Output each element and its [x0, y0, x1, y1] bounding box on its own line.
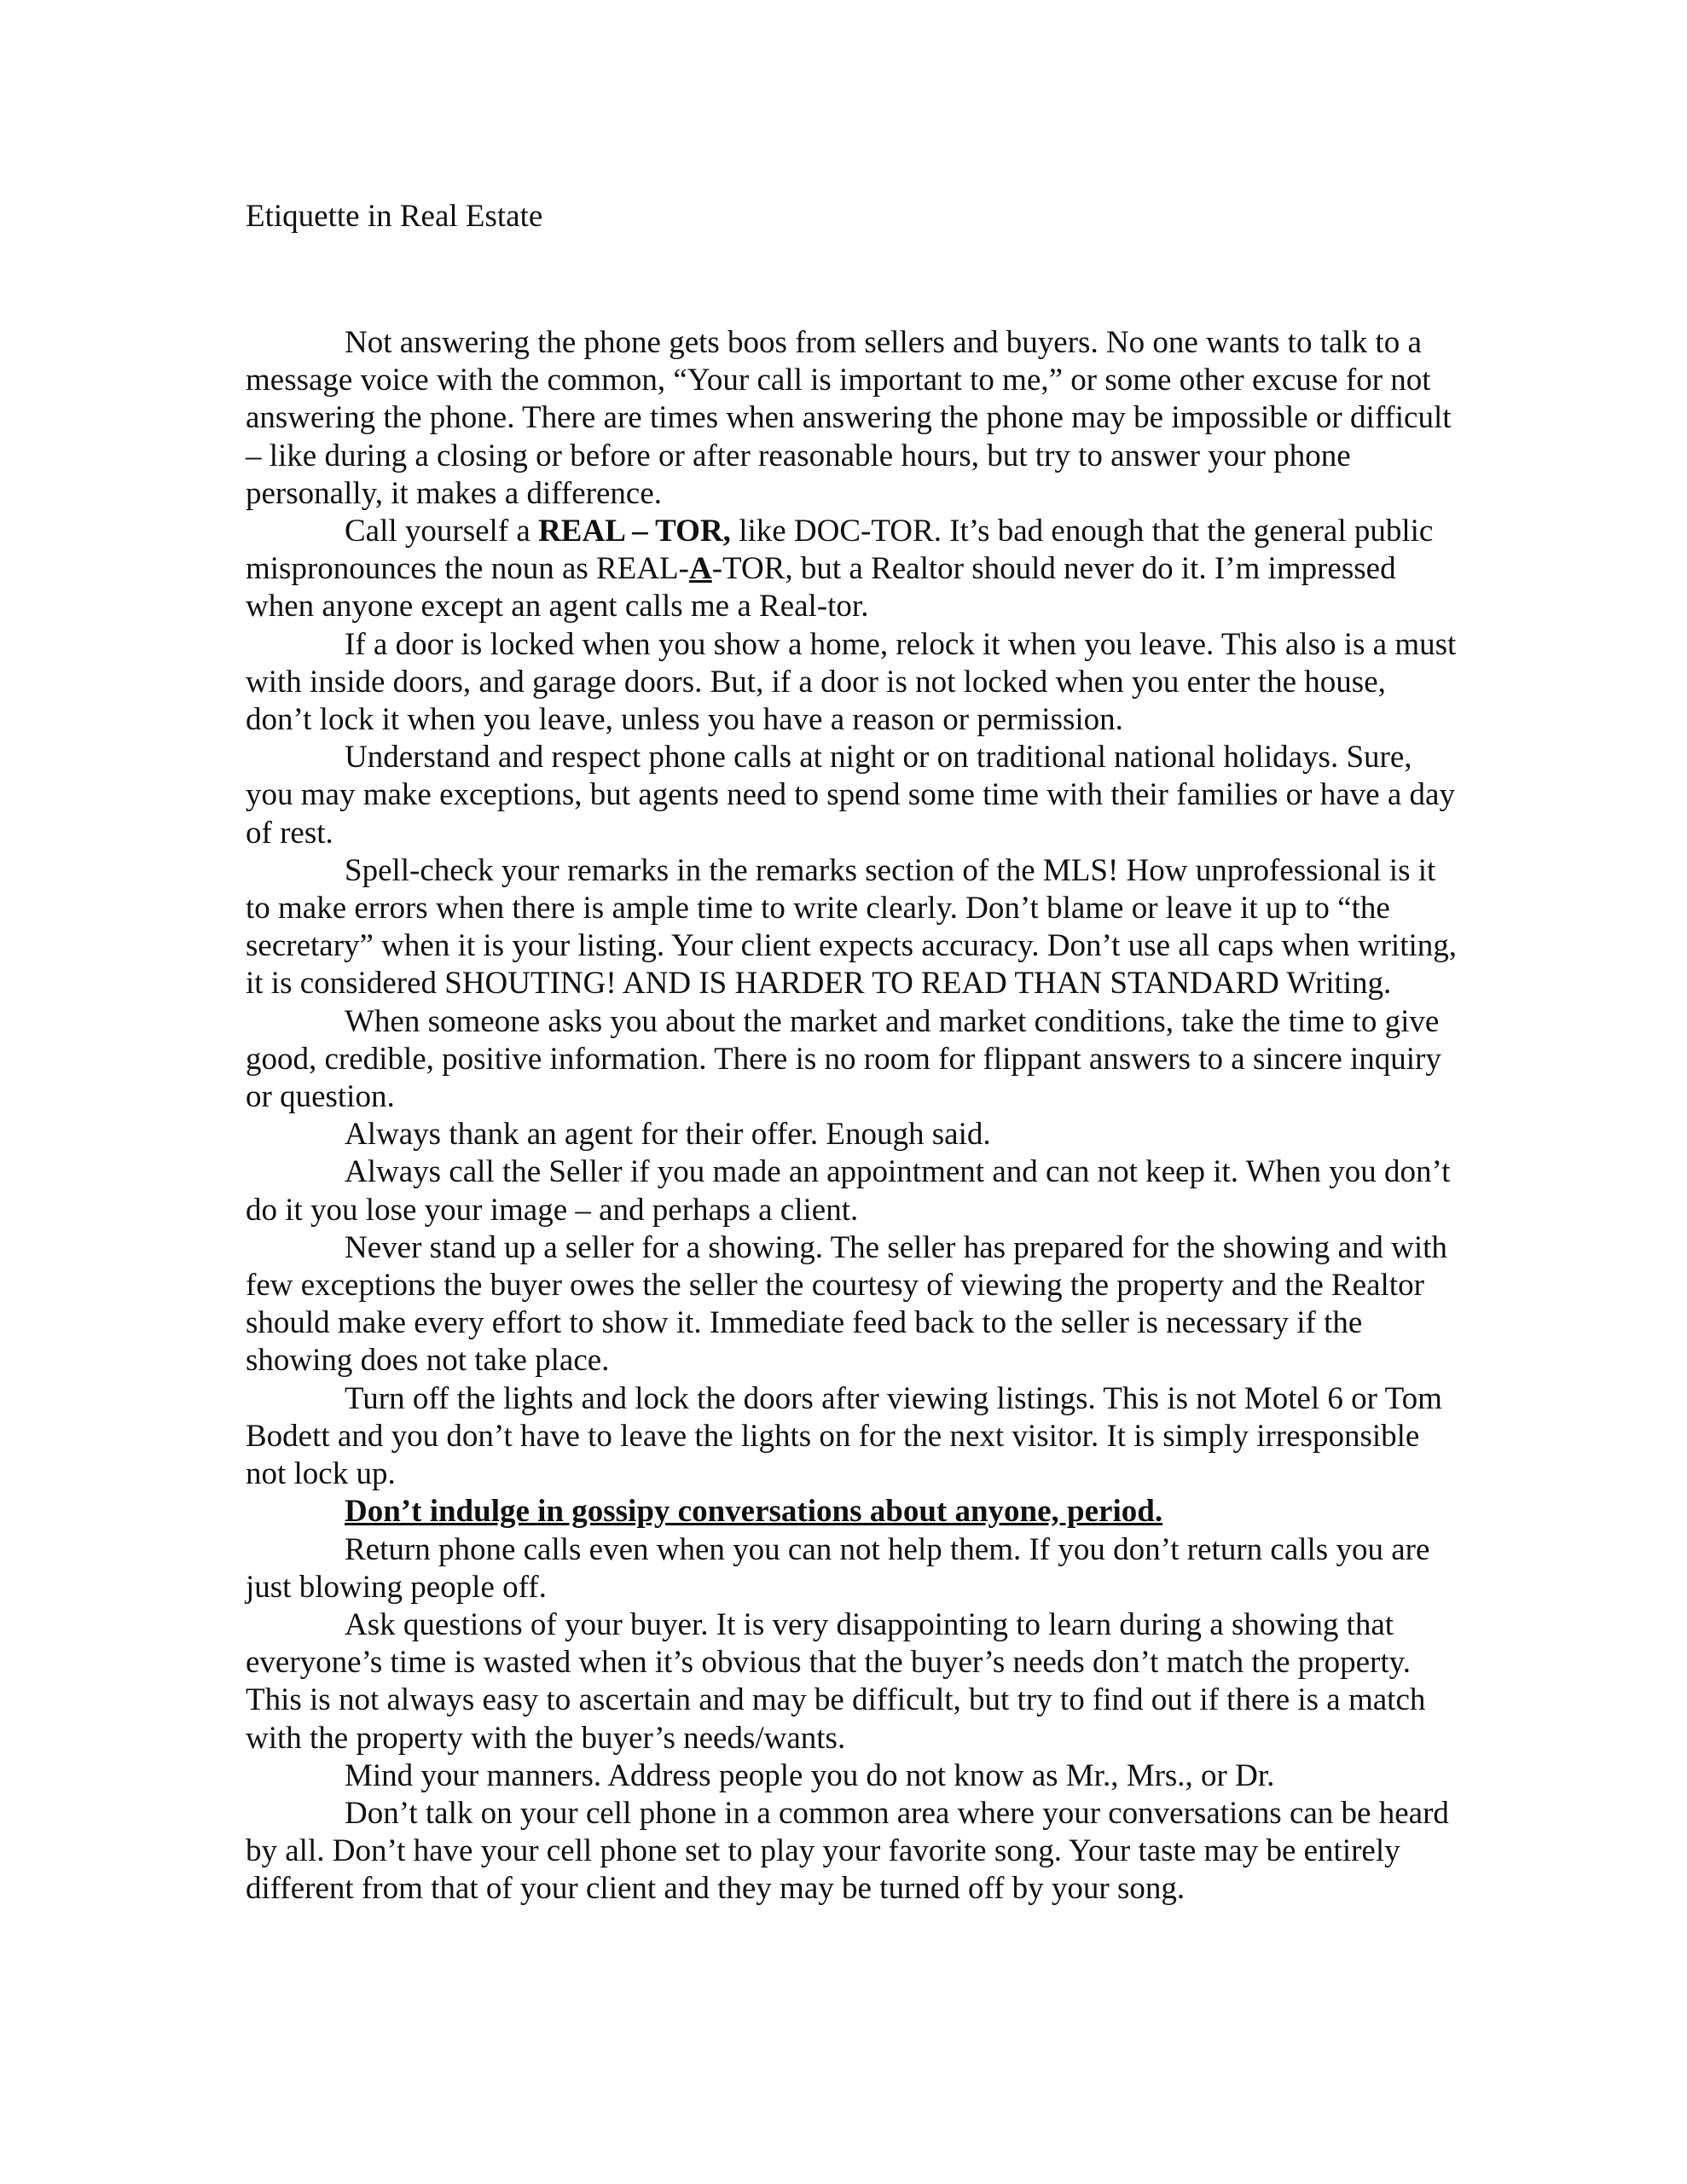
paragraph-showing: Never stand up a seller for a showing. The seller has prepared for the showing and with few exceptions the buyer owes the seller the courtesy of viewing the property and the Realtor should make every effort to show it. Immediate feed back to the seller is necessary if the showing does not take place. [246, 1229, 1447, 1379]
paragraph-spell-check: Spell-check your remarks in the remarks section of the MLS! How unprofessional is it to make errors when there is ample time to write clearly. Don’t blame or leave it up to “the secretary” when it is your listing. Your client expects accuracy. Don’t use all caps when writing, it is considered SHOUTING! AND IS HARDER TO READ THAN STANDARD Writing. [246, 852, 1458, 1002]
paragraph-lights: Turn off the lights and lock the doors after viewing listings. This is not Motel 6 or Tom Bodett and you don’t have to leave the lights on for the next visitor. It is simply irresponsible not lock up. [246, 1380, 1442, 1492]
text-run: Call yourself a [345, 514, 539, 549]
text-run: -TOR, but a Realtor should never do it. I’m impressed when anyone except an agent calls me a Real-tor. [246, 551, 1396, 624]
paragraph-holidays: Understand and respect phone calls at night or on traditional national holidays. Sure, you may make exceptions, but agents need to spend some time with their families or have a day of rest. [246, 740, 1455, 851]
bold-text-real-tor: REAL – TOR, [538, 514, 731, 549]
paragraph-cell-phone: Don’t talk on your cell phone in a common area where your conversations can be heard by all. Don’t have your cell phone set to play your favorite song. Your taste may be entirely different from that of your client and they may be turned off by your song. [246, 1795, 1449, 1907]
document-body [246, 324, 1457, 1908]
paragraph-gossip: Don’t indulge in gossipy conversations about anyone, period. [345, 1494, 1163, 1530]
paragraph-return-calls: Return phone calls even when you can not help them. If you don’t return calls you are just blowing people off. [246, 1531, 1430, 1605]
paragraph-manners: Mind your manners. Address people you do not know as Mr., Mrs., or Dr. [345, 1757, 1275, 1793]
paragraph-call-seller: Always call the Seller if you made an appointment and can not keep it. When you don’t do it you lose your image – and perhaps a client. [246, 1154, 1451, 1228]
paragraph-phone: Not answering the phone gets boos from sellers and buyers. No one wants to talk to a message voice with the common, “Your call is important to me,” or some other excuse for not answering the phone. There are times when answering the phone may be impossible or difficult – like during a closing or before or after reasonable hours, but try to answer your phone personally, it makes a difference. [246, 325, 1452, 511]
paragraph-doors: If a door is locked when you show a home, relock it when you leave. This also is a must with inside doors, and garage doors. But, if a door is not locked when you enter the house, don’t lock it when you leave, unless you have a reason or permission. [246, 626, 1457, 738]
text-run: like DOC-TOR. It’s bad enough that the general public mispronounces the noun as REAL- [246, 514, 1434, 587]
bold-underlined-letter-a: A [688, 551, 712, 587]
document-title: Etiquette in Real Estate [246, 199, 543, 234]
document-page [246, 198, 1457, 1908]
paragraph-ask-questions: Ask questions of your buyer. It is very disappointing to learn during a showing that everyone’s time is wasted when it’s obvious that the buyer’s needs don’t match the property. This is not always easy to ascertain and may be difficult, but try to find out if there is a match with the property with the buyer’s needs/wants. [246, 1606, 1426, 1756]
paragraph-thank-agent: Always thank an agent for their offer. Enough said. [345, 1117, 991, 1153]
paragraph-realtor-pronunciation [246, 513, 1457, 626]
paragraph-market: When someone asks you about the market and market conditions, take the time to give good, credible, positive information. There is no room for flippant answers to a sincere inquiry or question. [246, 1003, 1441, 1115]
